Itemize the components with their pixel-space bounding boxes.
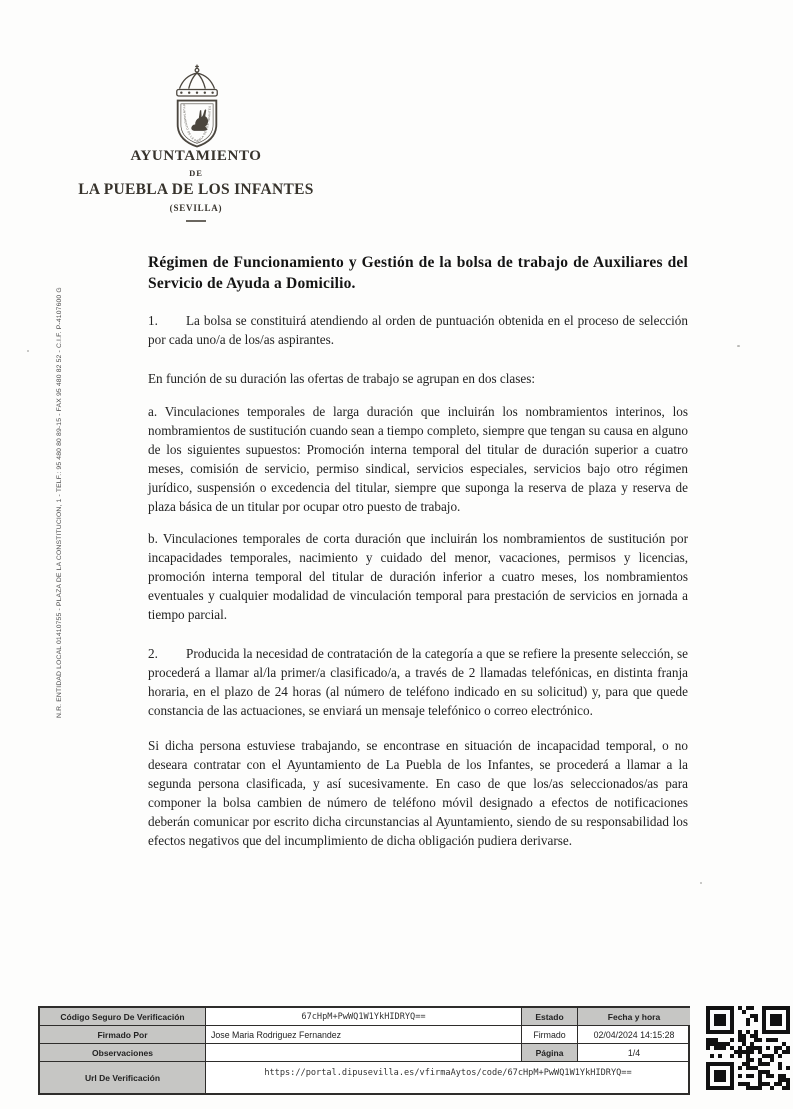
paragraph <box>148 369 688 388</box>
paragraph <box>148 529 688 624</box>
qr-code-icon <box>706 1006 790 1090</box>
paragraph-text: La bolsa se constituirá atendiendo al orden de puntuación obtenida en el proceso de selección por cada uno/a de los/as aspirantes. <box>148 313 688 347</box>
scan-speck <box>27 350 29 352</box>
verification-url: https://portal.dipusevilla.es/vfirmaAytos/code/67cHpM+PwWQ1W1YkHIDRYQ== <box>264 1068 632 1078</box>
org-name-line: LA PUEBLA DE LOS INFANTES <box>78 181 314 198</box>
estado-value: Firmado <box>522 1026 578 1044</box>
pagina-value: 1/4 <box>578 1044 690 1062</box>
pagina-label: Página <box>522 1044 578 1062</box>
paragraph-text: Si dicha persona estuviese trabajando, se encontrase en situación de incapacidad temporal, o no deseara contratar con el Ayuntamiento de La Puebla de los Infantes, se procederá a llamar a la segunda persona clasificada, y así sucesivamente. En caso de que los/as seleccionados/as para componer la bolsa cambien de número de teléfono móvil designado a efectos de notificaciones deberán comunicar por escrito dicha circunstancias al Ayuntamiento, siendo de su responsabilidad los efectos negativos que del incumplimiento de dicha obligación pudiera derivarse. <box>148 738 688 848</box>
paragraph-text: En función de su duración las ofertas de trabajo se agrupan en dos clases: <box>148 371 536 386</box>
paragraph-text: b. Vinculaciones temporales de corta duración que incluirán los nombramientos de sustitución por incapacidades temporales, nacimiento y cuidado del menor, vacaciones, permisos y licencias, promoción interna temporal del titular de duración inferior a cuatro meses, los nombramientos eventuales y cualquier modalidad de vinculación temporal para prestación de servicios en jornada a tiempo parcial. <box>148 531 688 622</box>
signed-by-label: Firmado Por <box>40 1026 206 1044</box>
paragraph <box>148 736 688 850</box>
document-title: Régimen de Funcionamiento y Gestión de la bolsa de trabajo de Auxiliares del Servicio de Ayuda a Domicilio. <box>148 254 688 292</box>
scan-speck <box>737 345 740 347</box>
paragraph-text: Producida la necesidad de contratación de la categoría a que se refiere la presente selección, se procederá a llamar al/la primer/a clasificado/a, a través de 2 llamadas telefónicas, en distinta franja horaria, en el plazo de 24 horas (al número de teléfono indicado en su solicitud) y, para que quede constancia de las actuaciones, se enviará un mensaje telefónico o correo electrónico. <box>148 646 688 718</box>
org-province-line: (SEVILLA) <box>169 203 223 213</box>
coat-of-arms-icon <box>151 58 243 156</box>
org-name-line: AYUNTAMIENTO <box>130 148 262 164</box>
observations-label: Observaciones <box>40 1044 206 1062</box>
registry-vertical-text: N.R. ENTIDAD LOCAL 01410755 - PLAZA DE LA CONSTITUCION, 1 - TELF.: 95 480 80 89-15 - FAX 95 480 82 52 - C.I.F. P-4107600 G <box>56 287 63 718</box>
header-divider <box>186 220 206 222</box>
scan-speck <box>700 882 702 884</box>
paragraph-text: a. Vinculaciones temporales de larga duración que incluirán los nombramientos interinos, los nombramientos de sustitución cuando sean a tiempo completo, siempre que tengan su causa en alguno de los siguientes supuestos: Promoción interna temporal del titular de duración superior a cuatro meses, comisión de servicio, permiso sindical, servicios especiales, servicios bajo otro régimen jurídico, suspensión o excedencia del titular, siempre que suponga la reserva de plaza y reserva de plaza básica de un titular por ocupar otro puesto de trabajo. <box>148 404 688 514</box>
estado-header: Estado <box>522 1008 578 1026</box>
paragraph <box>148 311 688 349</box>
crest-ring-text: AYUNTAMIENTO DE LA PUEBLA DE LOS INFANTES <box>182 104 212 144</box>
fecha-header: Fecha y hora <box>578 1008 690 1026</box>
signed-by-value: Jose Maria Rodriguez Fernandez <box>206 1026 522 1044</box>
paragraph-number: 2. <box>148 646 158 661</box>
paragraph <box>148 644 688 720</box>
org-name-line: DE <box>189 168 203 178</box>
paragraph-number: 1. <box>148 313 158 328</box>
url-label: Url De Verificación <box>40 1062 206 1093</box>
csv-value: 67cHpM+PwWQ1W1YkHIDRYQ== <box>206 1008 522 1026</box>
organization-header <box>70 148 322 222</box>
paragraph <box>148 402 688 516</box>
csv-label: Código Seguro De Verificación <box>40 1008 206 1026</box>
document-body <box>148 252 688 850</box>
signature-footer-table <box>38 1006 690 1095</box>
observations-value <box>206 1044 522 1062</box>
fecha-value: 02/04/2024 14:15:28 <box>578 1026 690 1044</box>
